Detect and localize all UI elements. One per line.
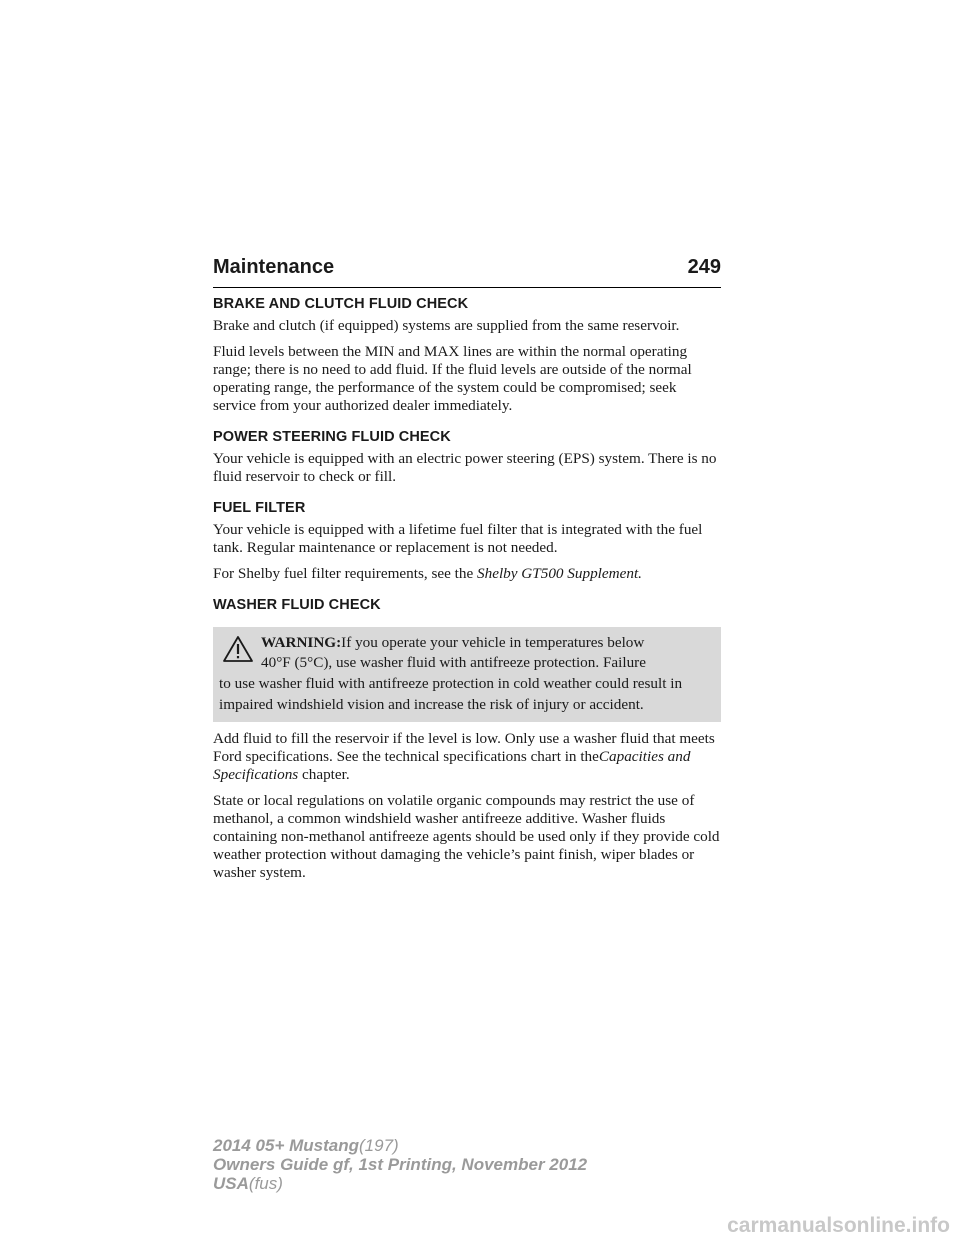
footer-code: (197) [359,1136,399,1155]
page-number: 249 [687,256,721,278]
capacities-ref: Capacities and Specifications [213,748,691,783]
fuel-ref-prefix: For Shelby fuel filter requirements, see the [213,565,474,582]
page-content [213,296,721,890]
paragraph-fuel-2 [213,565,721,583]
footer-market-code: (fus) [248,1174,283,1193]
page-header [213,256,721,279]
heading-brake-clutch: BRAKE AND CLUTCH FLUID CHECK [213,296,469,312]
warning-text-2: 40°F (5°C), use washer fluid with antifreeze protection. Failure [261,654,646,671]
watermark: carmanualsonline.info [727,1214,950,1237]
paragraph-steering-1: Your vehicle is equipped with an electric power steering (EPS) system. There is no fluid reservoir to check or fill. [213,450,717,485]
footer-line-2: Owners Guide gf, 1st Printing, November 2012 [213,1155,588,1174]
heading-power-steering: POWER STEERING FLUID CHECK [213,429,451,445]
footer-model: 2014 05+ Mustang [213,1136,359,1155]
section-title: Maintenance [213,256,335,278]
paragraph-fuel-1: Your vehicle is equipped with a lifetime fuel filter that is integrated with the fuel tank. Regular maintenance or replacement is not needed. [213,521,703,556]
paragraph-washer-1 [213,730,721,784]
warning-text-rest: to use washer fluid with antifreeze protection in cold weather could result in impaired windshield vision and increase the risk of injury or accident. [219,675,683,713]
washer-p1-suffix: chapter. [302,766,350,783]
footer-market: USA [213,1174,249,1193]
washer-p1-prefix: Add fluid to fill the reservoir if the level is low. Only use a washer fluid that meets Ford specifications. See the technical specifications chart in the [213,730,715,765]
warning-label: WARNING: [261,634,342,651]
warning-box [213,627,721,722]
paragraph-brake-2: Fluid levels between the MIN and MAX lines are within the normal operating range; there is no need to add fluid. If the fluid levels are outside of the normal operating range, the performance of the system could be compromised; seek service from your authorized dealer immediately. [213,343,692,414]
paragraph-brake-1: Brake and clutch (if equipped) systems are supplied from the same reservoir. [213,317,680,334]
warning-line-1 [219,633,715,653]
warning-triangle-icon [222,635,254,663]
footer-line-1 [213,1136,587,1155]
paragraph-washer-2: State or local regulations on volatile organic compounds may restrict the use of methanol, a common windshield washer antifreeze additive. Washer fluids containing non-methanol antifreeze agents should be used only if they provide cold weather protection without damaging the vehicle’s paint finish, wiper blades or washer system. [213,792,720,881]
print-footer [213,1136,587,1193]
header-rule [213,287,721,288]
heading-washer-fluid: WASHER FLUID CHECK [213,597,381,613]
warning-text-1: If you operate your vehicle in temperatures below [341,634,645,651]
footer-line-3 [213,1174,587,1193]
heading-fuel-filter: FUEL FILTER [213,500,306,516]
shelby-supplement-ref: Shelby GT500 Supplement. [477,565,642,582]
